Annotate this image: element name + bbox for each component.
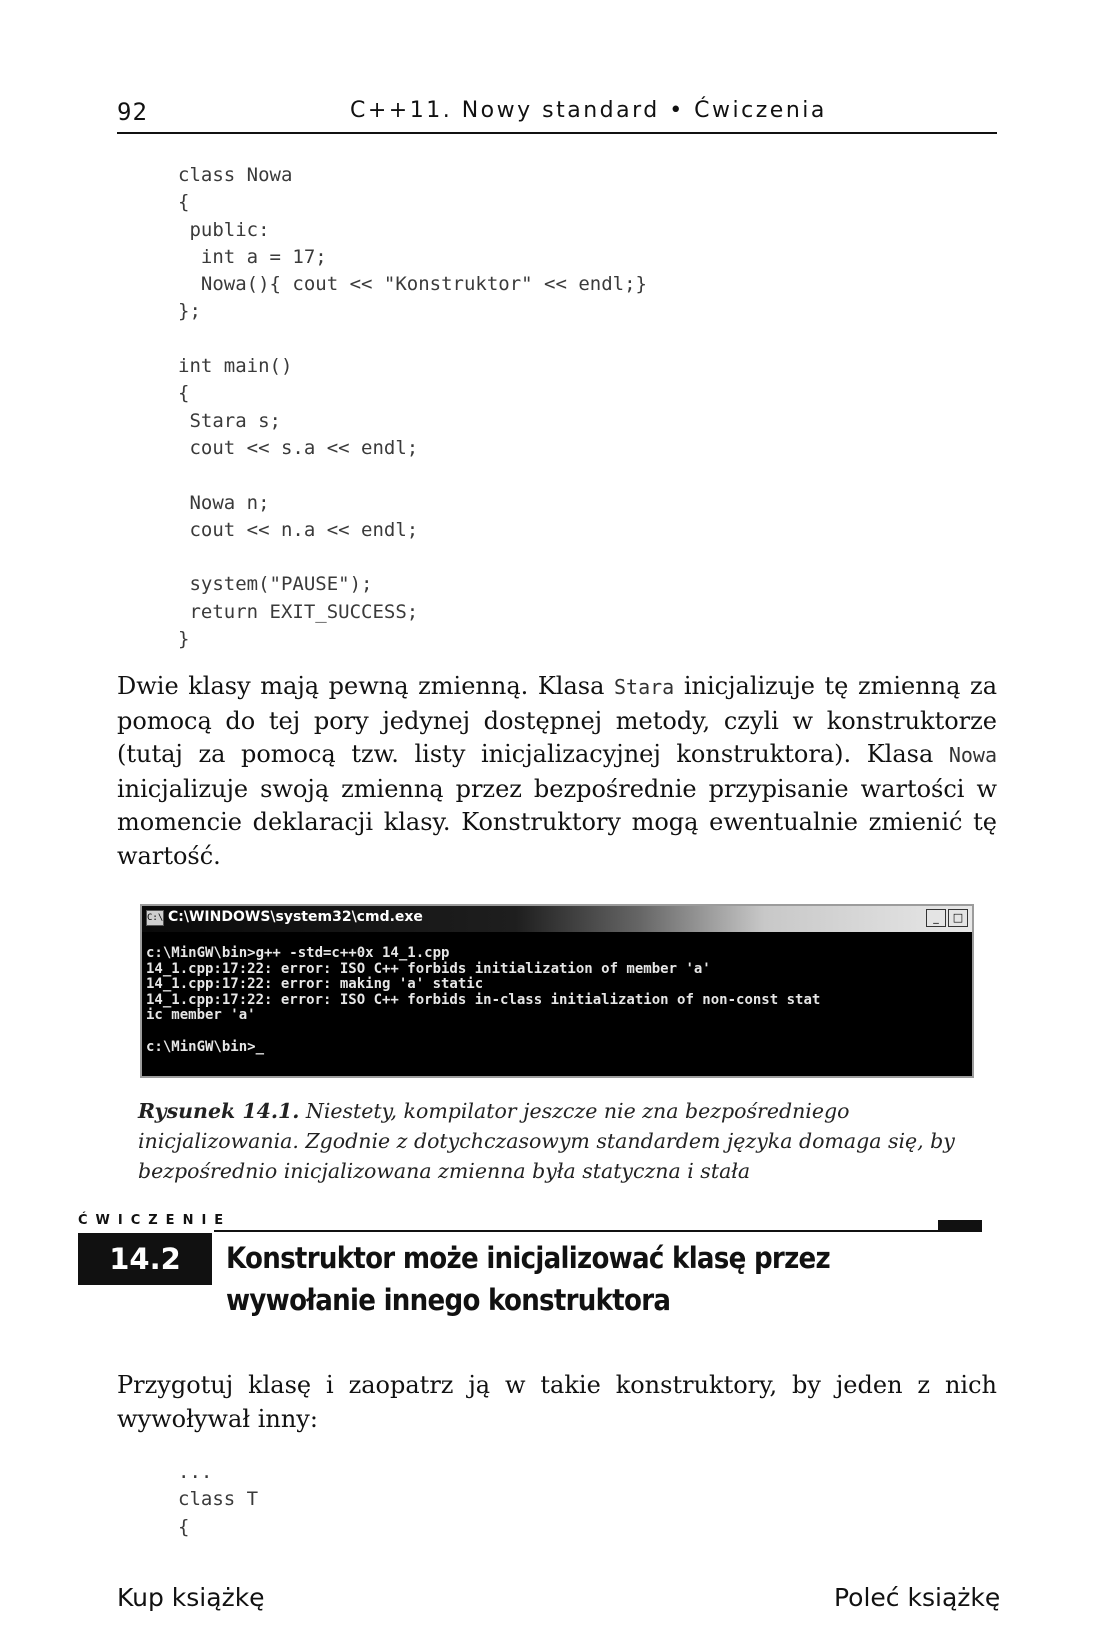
code-listing-2: ... class T { — [178, 1461, 259, 1538]
console-output: c:\MinGW\bin>g++ -std=c++0x 14_1.cpp 14_1.cpp:17:22: error: ISO C++ forbids initialization of member 'a' 14_1.cpp:17:22: error: making 'a' static 14_1.cpp:17:22: error: ISO C++ forbids in-class initialization of non-const stat ic member 'a' c:\MinGW\bin>_ — [146, 945, 821, 1055]
paragraph-text: inicjalizuje tę zmienną za pomocą do tej pory jedynej dostępnej metody, czyli w konstruktorze (tutaj za pomocą tzw. listy inicjalizacyjnej konstruktora). Klasa — [117, 672, 997, 768]
maximize-button[interactable]: □ — [948, 909, 968, 927]
console-window-figure — [140, 904, 974, 1078]
body-paragraph-2: Przygotuj klasę i zaopatrz ją w takie konstruktory, by jeden z nich wywoływał inny: — [117, 1371, 997, 1433]
recommend-book-link[interactable]: Poleć książkę — [834, 1583, 1001, 1612]
paragraph-text: inicjalizuje swoją zmienną przez bezpośrednie przypisanie wartości w momencie deklaracji klasy. Konstruktory mogą ewentualnie zmienić tę wartość. — [117, 774, 997, 870]
code-listing-1: class Nowa { public: int a = 17; Nowa(){ cout << "Konstruktor" << endl;} }; int main() { Stara s; cout << s.a << endl; Nowa n; cout << n.a << endl; system("PAUSE"); return EXIT_SUCCESS; } — [178, 164, 647, 651]
minimize-button[interactable]: _ — [926, 909, 946, 927]
window-titlebar — [142, 906, 972, 932]
header-divider — [117, 132, 997, 134]
caption-label: Rysunek 14.1. — [138, 1099, 300, 1123]
exercise-label: ĆWICZENIE — [78, 1213, 232, 1228]
body-paragraph-1 — [117, 670, 997, 873]
buy-book-link[interactable]: Kup książkę — [117, 1583, 265, 1612]
exercise-rule — [214, 1230, 982, 1232]
cmd-icon: C:\ — [146, 910, 164, 926]
window-title: C:\WINDOWS\system32\cmd.exe — [168, 909, 423, 925]
running-title: C++11. Nowy standard • Ćwiczenia — [350, 98, 827, 123]
exercise-rule-marker — [938, 1220, 982, 1230]
inline-code-nowa: Nowa — [948, 743, 997, 767]
exercise-number: 14.2 — [78, 1233, 212, 1285]
paragraph-text: Dwie klasy mają pewną zmienną. Klasa — [117, 672, 614, 700]
inline-code-stara: Stara — [614, 675, 675, 699]
figure-caption — [138, 1096, 998, 1186]
exercise-title: Konstruktor może inicjalizować klasę przez wywołanie innego konstruktora — [226, 1241, 831, 1317]
caption-text: Niestety, kompilator jeszcze nie zna bezpośredniego inicjalizowania. Zgodnie z dotychczasowym standardem języka domaga się, by bezpośrednio inicjalizowana zmienna była statyczna i stała — [138, 1099, 955, 1183]
page-number: 92 — [117, 98, 148, 126]
